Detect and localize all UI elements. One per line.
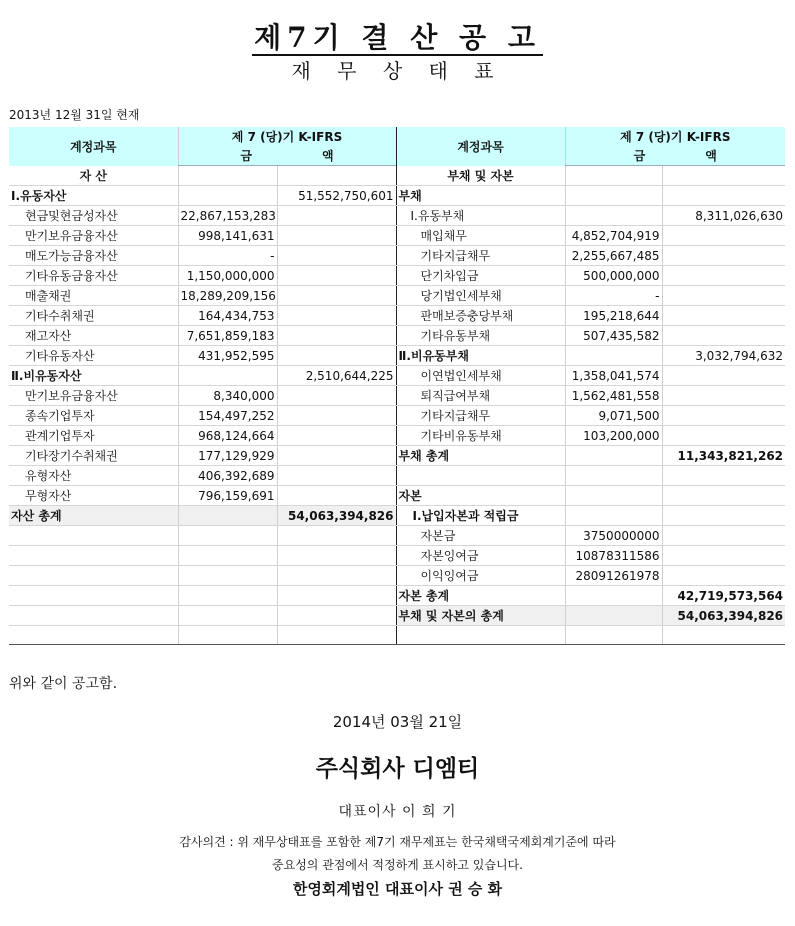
table-row [9,626,785,645]
right-amount-subtotal: 42,719,573,564 [662,586,785,606]
left-amount-subtotal: 2,510,644,225 [277,366,396,386]
right-amount-detail [565,206,662,226]
left-amount-subtotal [277,266,396,286]
auditor-name: 한영회계법인 대표이사 권 승 화 [292,880,503,898]
left-amount-subtotal [277,386,396,406]
right-amount-subtotal [662,246,785,266]
right-amount-detail: 195,218,644 [565,306,662,326]
left-amount-subtotal [277,426,396,446]
left-period-header: 제 7 (당)기 K-IFRS [178,127,396,146]
right-amount-subtotal [662,426,785,446]
left-account-header: 계정과목 [9,127,178,166]
right-amount-subtotal [662,546,785,566]
table-row [9,486,785,506]
right-amount-detail: 3750000000 [565,526,662,546]
right-amount-detail: 2,255,667,485 [565,246,662,266]
right-amount-detail: 507,435,582 [565,326,662,346]
left-amount-subtotal [277,306,396,326]
balance-sheet-rows [9,186,785,645]
left-amount-detail: 1,150,000,000 [178,266,277,286]
left-amount-detail [178,606,277,626]
left-amount-header: 금 액 [178,146,396,166]
left-account-label [9,626,178,645]
right-account-label [396,626,565,645]
left-amount-detail: 7,651,859,183 [178,326,277,346]
right-amount-subtotal [662,326,785,346]
table-row [9,206,785,226]
left-amount-subtotal [277,486,396,506]
left-amount-subtotal: 51,552,750,601 [277,186,396,206]
right-account-label: 자본금 [396,526,565,546]
right-account-label: 부채 [396,186,565,206]
right-account-label: Ⅱ.비유동부채 [396,346,565,366]
right-amount-detail: 103,200,000 [565,426,662,446]
right-account-label: Ⅰ.납입자본과 적립금 [396,506,565,526]
right-amount-subtotal: 3,032,794,632 [662,346,785,366]
table-row [9,346,785,366]
audit-opinion-line-1: 감사의견 : 위 재무상태표를 포함한 제7기 재무제표는 한국채택국제회계기준에 따라 [179,835,616,849]
left-amount-detail: 18,289,209,156 [178,286,277,306]
left-account-label: 만기보유금융자산 [9,226,178,246]
table-row [9,306,785,326]
right-account-label: 기타유동부채 [396,326,565,346]
right-amount-detail [565,626,662,645]
left-amount-subtotal [277,566,396,586]
left-account-label: 관계기업투자 [9,426,178,446]
left-amount-subtotal [277,226,396,246]
balance-sheet-table [9,127,785,645]
table-row [9,286,785,306]
as-of-date: 2013년 12월 31일 현재 [9,108,140,122]
left-amount-detail: 164,434,753 [178,306,277,326]
right-amount-detail [565,446,662,466]
left-amount-subtotal [277,346,396,366]
table-row [9,326,785,346]
table-row [9,446,785,466]
left-amount-subtotal [277,326,396,346]
right-account-label: 당기법인세부채 [396,286,565,306]
notice-title: 제7기 결 산 공 고 [254,21,541,54]
table-row [9,466,785,486]
right-amount-detail: 9,071,500 [565,406,662,426]
right-amount-subtotal [662,386,785,406]
right-amount-subtotal [662,286,785,306]
left-amount-detail: 8,340,000 [178,386,277,406]
left-amount-detail: 796,159,691 [178,486,277,506]
right-account-label: 자본잉여금 [396,546,565,566]
table-row [9,566,785,586]
left-amount-detail [178,566,277,586]
table-row [9,426,785,446]
table-row [9,406,785,426]
ceo-name: 대표이사 이 희 기 [338,804,457,820]
right-amount-detail: 500,000,000 [565,266,662,286]
right-amount-subtotal [662,226,785,246]
right-amount-subtotal [662,266,785,286]
right-amount-subtotal [662,526,785,546]
left-amount-detail [178,186,277,206]
table-row [9,586,785,606]
right-period-header: 제 7 (당)기 K-IFRS [565,127,785,146]
left-account-label: 종속기업투자 [9,406,178,426]
liabilities-equity-section-label: 부채 및 자본 [396,166,565,186]
right-account-label: 부채 총계 [396,446,565,466]
table-row [9,526,785,546]
right-amount-subtotal [662,486,785,506]
left-amount-detail: 22,867,153,283 [178,206,277,226]
left-account-label: 무형자산 [9,486,178,506]
left-account-label: 기타수취채권 [9,306,178,326]
right-amount-detail: 1,358,041,574 [565,366,662,386]
left-account-label: 만기보유금융자산 [9,386,178,406]
left-amount-detail [178,506,277,526]
right-amount-detail [565,346,662,366]
left-amount-subtotal [277,526,396,546]
left-amount-subtotal [277,606,396,626]
right-amount-subtotal: 11,343,821,262 [662,446,785,466]
notice-statement: 위와 같이 공고함. [9,676,118,692]
right-account-header: 계정과목 [396,127,565,166]
table-row [9,226,785,246]
left-account-label: 재고자산 [9,326,178,346]
left-amount-detail: 154,497,252 [178,406,277,426]
right-amount-subtotal [662,406,785,426]
right-account-label: 자본 총계 [396,586,565,606]
right-amount-detail: 10878311586 [565,546,662,566]
left-amount-subtotal [277,206,396,226]
right-amount-subtotal [662,186,785,206]
right-amount-subtotal [662,466,785,486]
right-account-label: 기타지급채무 [396,246,565,266]
right-amount-detail: 1,562,481,558 [565,386,662,406]
table-row [9,366,785,386]
statement-subtitle: 재 무 상 태 표 [291,59,504,83]
assets-section-label: 자 산 [9,166,178,186]
table-row [9,186,785,206]
left-amount-detail [178,626,277,645]
table-row [9,386,785,406]
left-amount-detail [178,526,277,546]
right-account-label: Ⅰ.유동부채 [396,206,565,226]
left-account-label: Ⅱ.비유동자산 [9,366,178,386]
left-account-label: 기타장기수취채권 [9,446,178,466]
left-amount-subtotal [277,466,396,486]
left-amount-subtotal [277,406,396,426]
right-amount-detail [565,606,662,626]
table-row [9,546,785,566]
left-amount-detail: 968,124,664 [178,426,277,446]
right-account-label [396,466,565,486]
left-amount-detail: - [178,246,277,266]
right-amount-subtotal [662,626,785,645]
left-amount-subtotal [277,546,396,566]
right-account-label: 퇴직급여부채 [396,386,565,406]
right-account-label: 매입채무 [396,226,565,246]
left-amount-subtotal [277,246,396,266]
left-account-label [9,546,178,566]
left-amount-subtotal: 54,063,394,826 [277,506,396,526]
audit-opinion-line-2: 중요성의 관점에서 적정하게 표시하고 있습니다. [272,858,523,872]
right-account-label: 기타지급채무 [396,406,565,426]
left-account-label: Ⅰ.유동자산 [9,186,178,206]
table-row [9,246,785,266]
left-account-label: 현금및현금성자산 [9,206,178,226]
table-row [9,606,785,626]
left-account-label: 매도가능금융자산 [9,246,178,266]
right-amount-subtotal [662,566,785,586]
right-amount-subtotal: 8,311,026,630 [662,206,785,226]
right-amount-detail: 28091261978 [565,566,662,586]
left-account-label: 자산 총계 [9,506,178,526]
left-amount-subtotal [277,626,396,645]
left-account-label [9,566,178,586]
right-account-label: 자본 [396,486,565,506]
left-amount-detail: 431,952,595 [178,346,277,366]
left-account-label: 기타유동자산 [9,346,178,366]
left-account-label [9,526,178,546]
right-account-label: 이연법인세부채 [396,366,565,386]
right-account-label: 이익잉여금 [396,566,565,586]
right-amount-subtotal [662,366,785,386]
right-account-label: 부채 및 자본의 총계 [396,606,565,626]
table-row [9,266,785,286]
right-amount-subtotal: 54,063,394,826 [662,606,785,626]
right-amount-detail: - [565,286,662,306]
left-amount-subtotal [277,586,396,606]
left-account-label [9,606,178,626]
left-amount-subtotal [277,446,396,466]
left-amount-detail: 998,141,631 [178,226,277,246]
right-amount-detail [565,186,662,206]
left-amount-detail [178,366,277,386]
left-account-label [9,586,178,606]
right-amount-subtotal [662,306,785,326]
right-amount-detail [565,466,662,486]
company-name: 주식회사 디엠티 [315,755,480,782]
right-amount-detail: 4,852,704,919 [565,226,662,246]
notice-date: 2014년 03월 21일 [332,713,463,731]
right-amount-detail [565,486,662,506]
table-row [9,506,785,526]
right-amount-detail [565,506,662,526]
left-account-label: 매출채권 [9,286,178,306]
right-amount-subtotal [662,506,785,526]
right-amount-detail [565,586,662,606]
left-amount-detail [178,546,277,566]
left-amount-detail [178,586,277,606]
right-amount-header: 금 액 [565,146,785,166]
left-amount-detail: 406,392,689 [178,466,277,486]
right-account-label: 판매보증충당부채 [396,306,565,326]
left-account-label: 기타유동금융자산 [9,266,178,286]
right-account-label: 기타비유동부채 [396,426,565,446]
left-amount-detail: 177,129,929 [178,446,277,466]
left-account-label: 유형자산 [9,466,178,486]
right-account-label: 단기차입금 [396,266,565,286]
left-amount-subtotal [277,286,396,306]
